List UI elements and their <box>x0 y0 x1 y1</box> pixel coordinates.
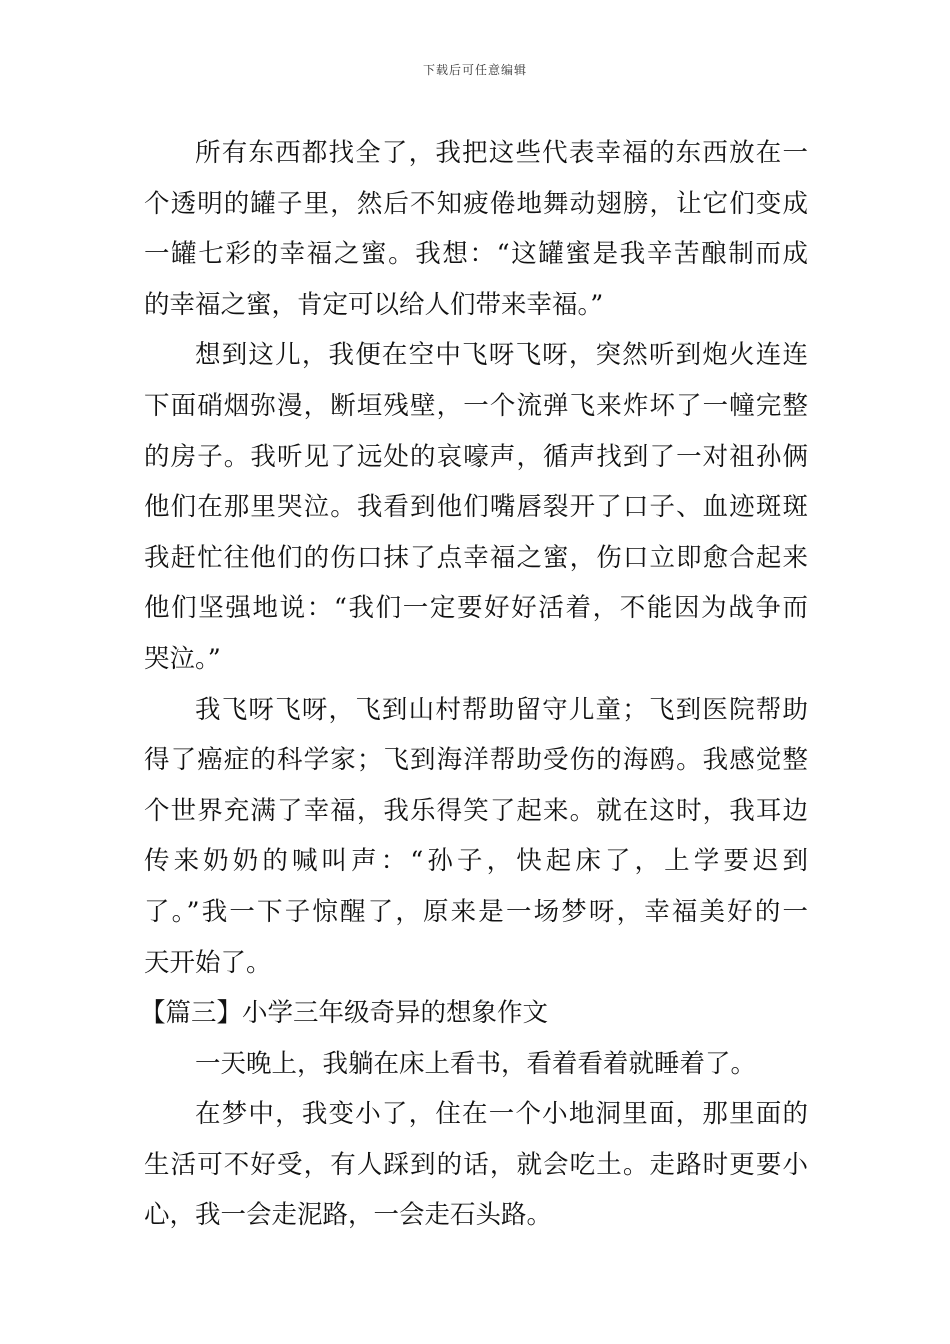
text-line: 所有东西都找全了，我把这些代表幸福的东西放在一 <box>195 138 808 168</box>
text-line: 的幸福之蜜，肯定可以给人们带来幸福。” <box>144 289 604 320</box>
paragraph-1 <box>144 128 808 330</box>
text-line: 传来奶奶的喊叫声：“孙子，快起床了，上学要迟到 <box>144 846 808 877</box>
text-line: 我飞呀飞呀，飞到山村帮助留守儿童；飞到医院帮助 <box>195 694 808 725</box>
text-line: 天开始了。 <box>144 947 272 978</box>
text-line: 下面硝烟弥漫，断垣残壁，一个流弹飞来炸坏了一幢完整 <box>144 390 808 421</box>
page-header: 下载后可任意编辑 <box>422 63 527 77</box>
document-body <box>140 128 808 1241</box>
text-line: 想到这儿，我便在空中飞呀飞呀，突然听到炮火连连 <box>195 340 808 371</box>
section-title: 【篇三】小学三年级奇异的想象作文 <box>140 998 549 1029</box>
text-line: 哭泣。” <box>144 643 221 674</box>
text-line: 在梦中，我变小了，住在一个小地洞里面，那里面的 <box>195 1099 808 1130</box>
paragraph-2 <box>144 330 808 684</box>
text-line: 他们在那里哭泣。我看到他们嘴唇裂开了口子、血迹斑斑 <box>144 492 808 523</box>
text-line: 心，我一会走泥路，一会走石头路。 <box>144 1200 553 1231</box>
paragraph-3 <box>144 685 808 989</box>
text-line: 个世界充满了幸福，我乐得笑了起来。就在这时，我耳边 <box>144 795 808 826</box>
text-line: 生活可不好受，有人踩到的话，就会吃土。走路时更要小 <box>144 1149 808 1180</box>
paragraph-4 <box>144 1039 808 1090</box>
paragraph-5 <box>144 1089 808 1241</box>
text-line: 个透明的罐子里，然后不知疲倦地舞动翅膀，让它们变成 <box>144 188 808 219</box>
text-line: 的房子。我听见了远处的哀嚎声，循声找到了一对祖孙俩 <box>144 441 808 472</box>
text-line: 了。”我一下子惊醒了，原来是一场梦呀，幸福美好的一 <box>144 896 808 927</box>
text-line: 我赶忙往他们的伤口抹了点幸福之蜜，伤口立即愈合起来 <box>144 542 808 573</box>
text-line: 他们坚强地说：“我们一定要好好活着，不能因为战争而 <box>144 593 808 624</box>
text-line: 得了癌症的科学家；飞到海洋帮助受伤的海鸥。我感觉整 <box>144 745 808 776</box>
text-line: 一天晚上，我躺在床上看书，看着看着就睡着了。 <box>195 1048 757 1079</box>
text-line: 一罐七彩的幸福之蜜。我想：“这罐蜜是我辛苦酿制而成 <box>144 239 808 270</box>
section-heading <box>140 988 808 1039</box>
